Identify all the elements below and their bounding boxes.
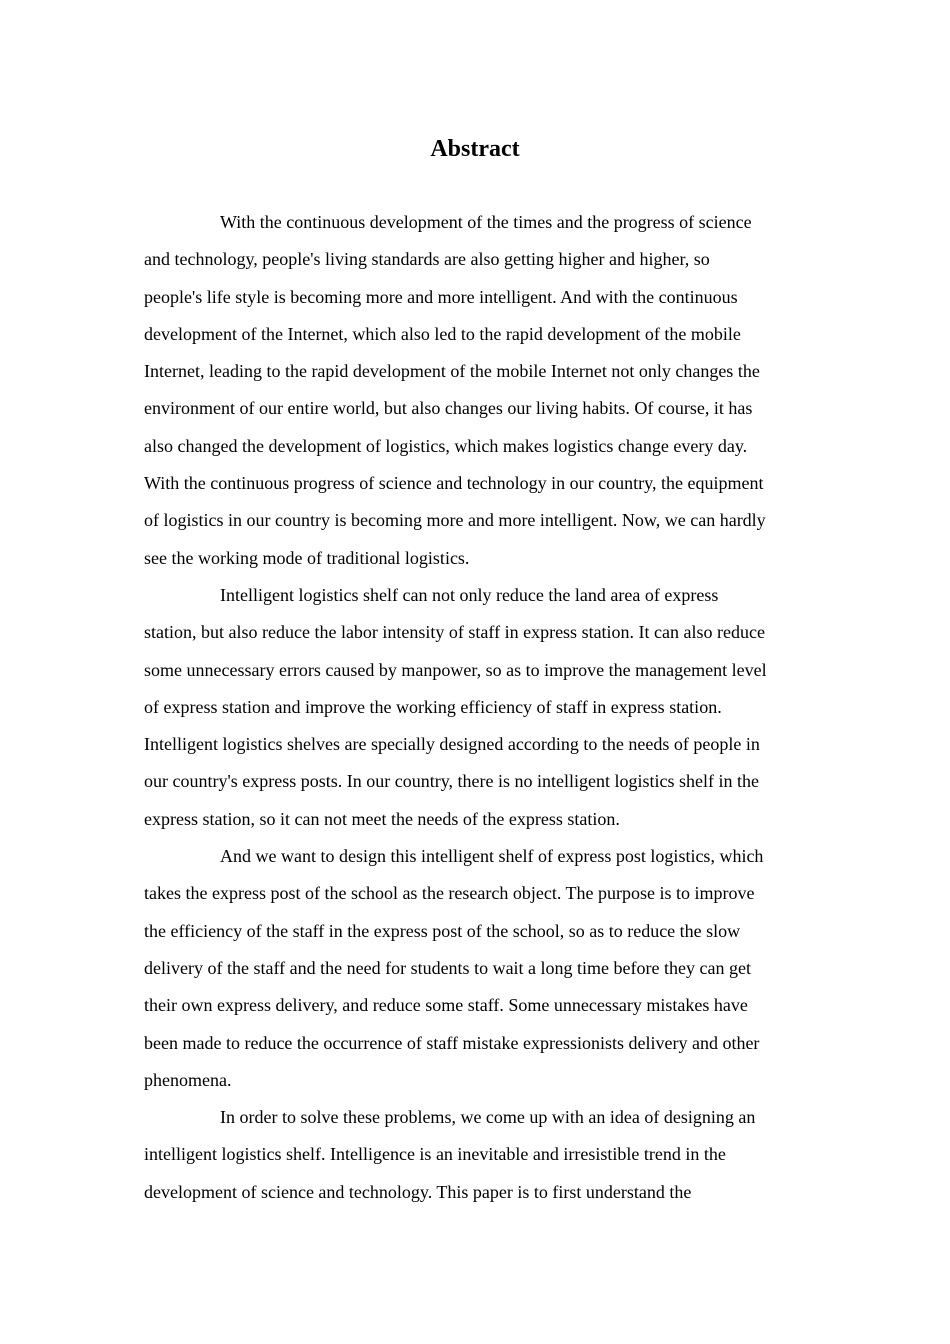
text-line: been made to reduce the occurrence of staff mistake expressionists delivery and other — [144, 1032, 760, 1053]
text-line: delivery of the staff and the need for students to wait a long time before they can get — [144, 957, 751, 978]
page-title: Abstract — [430, 136, 520, 162]
text-line: and technology, people's living standards are also getting higher and higher, so — [144, 249, 710, 270]
paragraph-4 — [144, 1099, 808, 1211]
text-line: environment of our entire world, but also changes our living habits. Of course, it has — [144, 398, 753, 419]
text-line: also changed the development of logistics, which makes logistics change every day. — [144, 435, 748, 456]
text-line: express station, so it can not meet the needs of the express station. — [144, 808, 620, 829]
text-line: With the continuous development of the times and the progress of science — [220, 212, 752, 232]
paragraph-1 — [144, 204, 808, 577]
text-line: phenomena. — [144, 1069, 232, 1090]
text-line: our country's express posts. In our country, there is no intelligent logistics shelf in the — [144, 771, 759, 792]
text-line: Intelligent logistics shelf can not only reduce the land area of express — [220, 584, 719, 605]
text-line: the efficiency of the staff in the express post of the school, so as to reduce the slow — [144, 920, 741, 941]
text-line: development of science and technology. This paper is to first understand the — [144, 1181, 692, 1202]
text-line: Internet, leading to the rapid development of the mobile Internet not only changes the — [144, 361, 760, 382]
text-line: intelligent logistics shelf. Intelligence is an inevitable and irresistible trend in the — [144, 1144, 726, 1165]
text-line: And we want to design this intelligent shelf of express post logistics, which — [220, 846, 764, 867]
text-line: of logistics in our country is becoming more and more intelligent. Now, we can hardly — [144, 510, 766, 531]
paragraph-2 — [144, 577, 808, 838]
text-line: their own express delivery, and reduce some staff. Some unnecessary mistakes have — [144, 995, 748, 1016]
text-line: see the working mode of traditional logistics. — [144, 547, 470, 568]
paragraph-3 — [144, 838, 808, 1099]
text-line: of express station and improve the working efficiency of staff in express station. — [144, 696, 722, 717]
text-line: Intelligent logistics shelves are specially designed according to the needs of people in — [144, 734, 760, 755]
text-line: people's life style is becoming more and more intelligent. And with the continuous — [144, 286, 738, 307]
text-line: takes the express post of the school as the research object. The purpose is to improve — [144, 883, 755, 904]
text-line: station, but also reduce the labor intensity of staff in express station. It can also reduce — [144, 622, 765, 643]
text-line: In order to solve these problems, we come up with an idea of designing an — [220, 1107, 756, 1128]
text-line: some unnecessary errors caused by manpower, so as to improve the management level — [144, 659, 767, 680]
text-line: development of the Internet, which also led to the rapid development of the mobile — [144, 323, 741, 344]
abstract-body — [144, 204, 808, 1211]
text-line: With the continuous progress of science and technology in our country, the equipment — [144, 473, 764, 494]
